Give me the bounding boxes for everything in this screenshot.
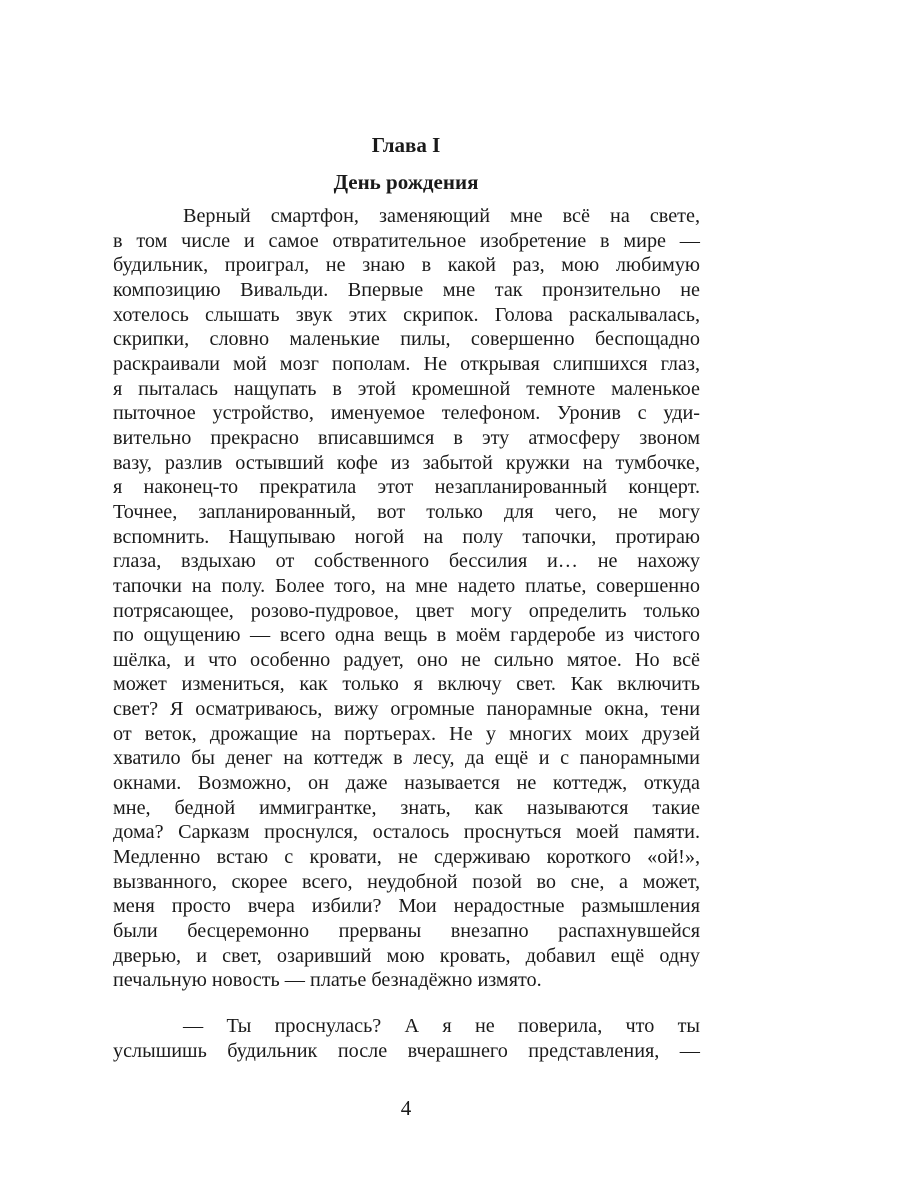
text-line: потрясающее, розово-пудровое, цвет могу определить только <box>113 599 700 622</box>
text-line: меня просто вчера избили? Мои нерадостные размышления <box>113 895 700 918</box>
text-line: композицию Вивальди. Впервые мне так пронзительно не <box>113 278 700 301</box>
text-line: вызванного, скорее всего, неудобной позой во сне, а может, <box>113 870 700 893</box>
text-line: вспомнить. Нащупываю ногой на полу тапочки, протираю <box>113 525 700 548</box>
text-line: глаза, вздыхаю от собственного бессилия и… не нахожу <box>113 550 700 573</box>
text-line: вительно прекрасно вписавшимся в эту атмосферу звоном <box>113 426 700 449</box>
page-number: 4 <box>400 1096 412 1120</box>
text-line: окнами. Возможно, он даже называется не коттедж, откуда <box>113 772 700 795</box>
text-line: тапочки на полу. Более того, на мне надето платье, совершенно <box>113 574 700 597</box>
text-line: были бесцеремонно прерваны внезапно распахнувшейся <box>113 920 700 943</box>
text-line: в том числе и самое отвратительное изобретение в мире — <box>113 229 700 252</box>
text-line: дома? Сарказм проснулся, осталось проснуться моей памяти. <box>113 821 700 844</box>
paragraph-1 <box>113 204 700 993</box>
text-line: скрипки, словно маленькие пилы, совершенно беспощадно <box>113 328 700 351</box>
text-line: Медленно встаю с кровати, не сдерживаю короткого «ой!», <box>113 846 700 869</box>
text-line: услышишь будильник после вчерашнего представления, — <box>113 1039 700 1062</box>
text-line: хватило бы денег на коттедж в лесу, да ещё и с панорамными <box>113 747 700 770</box>
text-line: свет? Я осматриваюсь, вижу огромные панорамные окна, тени <box>113 698 700 721</box>
text-line: Верный смартфон, заменяющий мне всё на свете, <box>183 205 700 227</box>
paragraph-2 <box>113 1014 700 1063</box>
text-line: пыточное устройство, именуемое телефоном. Уронив с уди- <box>113 402 700 425</box>
chapter-number: Глава I <box>371 133 441 157</box>
text-line: по ощущению — всего одна вещь в моём гардеробе из чистого <box>113 624 700 647</box>
text-line: раскраивали мой мозг пополам. Не открывая слипшихся глаз, <box>113 352 700 375</box>
text-line: печальную новость — платье безнадёжно измято. <box>113 969 542 992</box>
text-line: вазу, разлив остывший кофе из забытой кружки на тумбочке, <box>113 451 700 474</box>
text-line: шёлка, и что особенно радует, оно не сильно мятое. Но всё <box>113 648 700 671</box>
text-line: — Ты проснулась? А я не поверила, что ты <box>183 1015 700 1037</box>
text-line: от веток, дрожащие на портьерах. Не у многих моих друзей <box>113 722 700 745</box>
chapter-title: День рождения <box>333 170 479 194</box>
text-line: хотелось слышать звук этих скрипок. Голова раскалывалась, <box>113 303 700 326</box>
text-line: Точнее, запланированный, вот только для чего, не могу <box>113 500 700 523</box>
text-line: я наконец-то прекратила этот незапланированный концерт. <box>113 476 700 499</box>
text-line: я пыталась нащупать в этой кромешной темноте маленькое <box>113 377 700 400</box>
text-line: мне, бедной иммигрантке, знать, как называются такие <box>113 796 700 819</box>
text-line: будильник, проиграл, не знаю в какой раз, мою любимую <box>113 254 700 277</box>
text-line: может измениться, как только я включу свет. Как включить <box>113 673 700 696</box>
text-line: дверью, и свет, озаривший мою кровать, добавил ещё одну <box>113 944 700 967</box>
